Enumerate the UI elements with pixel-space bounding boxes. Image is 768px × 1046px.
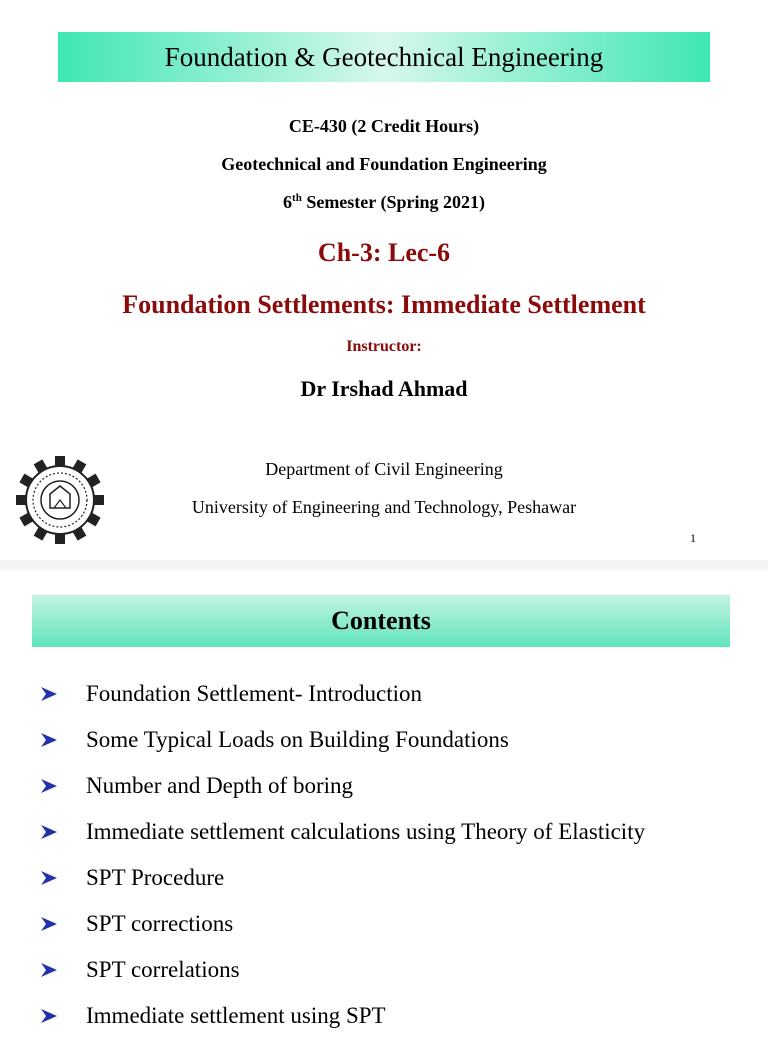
- university: University of Engineering and Technology, Peshawar: [191, 497, 577, 517]
- course-name: Geotechnical and Foundation Engineering: [221, 154, 547, 174]
- department: Department of Civil Engineering: [265, 459, 503, 479]
- chapter-lecture: Ch-3: Lec-6: [317, 238, 451, 267]
- list-item-label: Immediate settlement calculations using Theory of Elasticity: [86, 819, 646, 844]
- list-item-label: SPT correlations: [86, 957, 240, 982]
- instructor-label: Instructor:: [346, 338, 422, 355]
- title-banner: Foundation & Geotechnical Engineering: [58, 32, 710, 82]
- contents-slide: [0, 570, 768, 1028]
- list-item-label: SPT corrections: [86, 911, 234, 936]
- lecture-title: Foundation Settlements: Immediate Settlement: [122, 290, 646, 319]
- arrow-bullet-icon: [40, 824, 58, 840]
- list-item-label: Number and Depth of boring: [86, 773, 353, 798]
- list-item-label: SPT Procedure: [86, 865, 225, 890]
- list-item-label: Immediate settlement using SPT: [86, 1003, 386, 1028]
- list-item-label: Foundation Settlement- Introduction: [86, 681, 423, 706]
- slide-divider: [0, 560, 768, 570]
- page-number: 1: [690, 531, 696, 545]
- arrow-bullet-icon: [40, 1008, 58, 1024]
- semester-suffix: th: [292, 192, 302, 204]
- arrow-bullet-icon: [40, 778, 58, 794]
- course-code: CE-430 (2 Credit Hours): [288, 116, 480, 136]
- list-item-label: Some Typical Loads on Building Foundations: [86, 727, 509, 752]
- semester-text: Semester (Spring 2021): [301, 192, 485, 212]
- arrow-bullet-icon: [40, 916, 58, 932]
- arrow-bullet-icon: [40, 870, 58, 886]
- arrow-bullet-icon: [40, 732, 58, 748]
- arrow-bullet-icon: [40, 962, 58, 978]
- instructor-name: Dr Irshad Ahmad: [300, 376, 468, 401]
- semester-number: 6: [283, 192, 293, 212]
- contents-banner: Contents: [32, 595, 730, 647]
- semester: [0, 192, 768, 213]
- arrow-bullet-icon: [40, 686, 58, 702]
